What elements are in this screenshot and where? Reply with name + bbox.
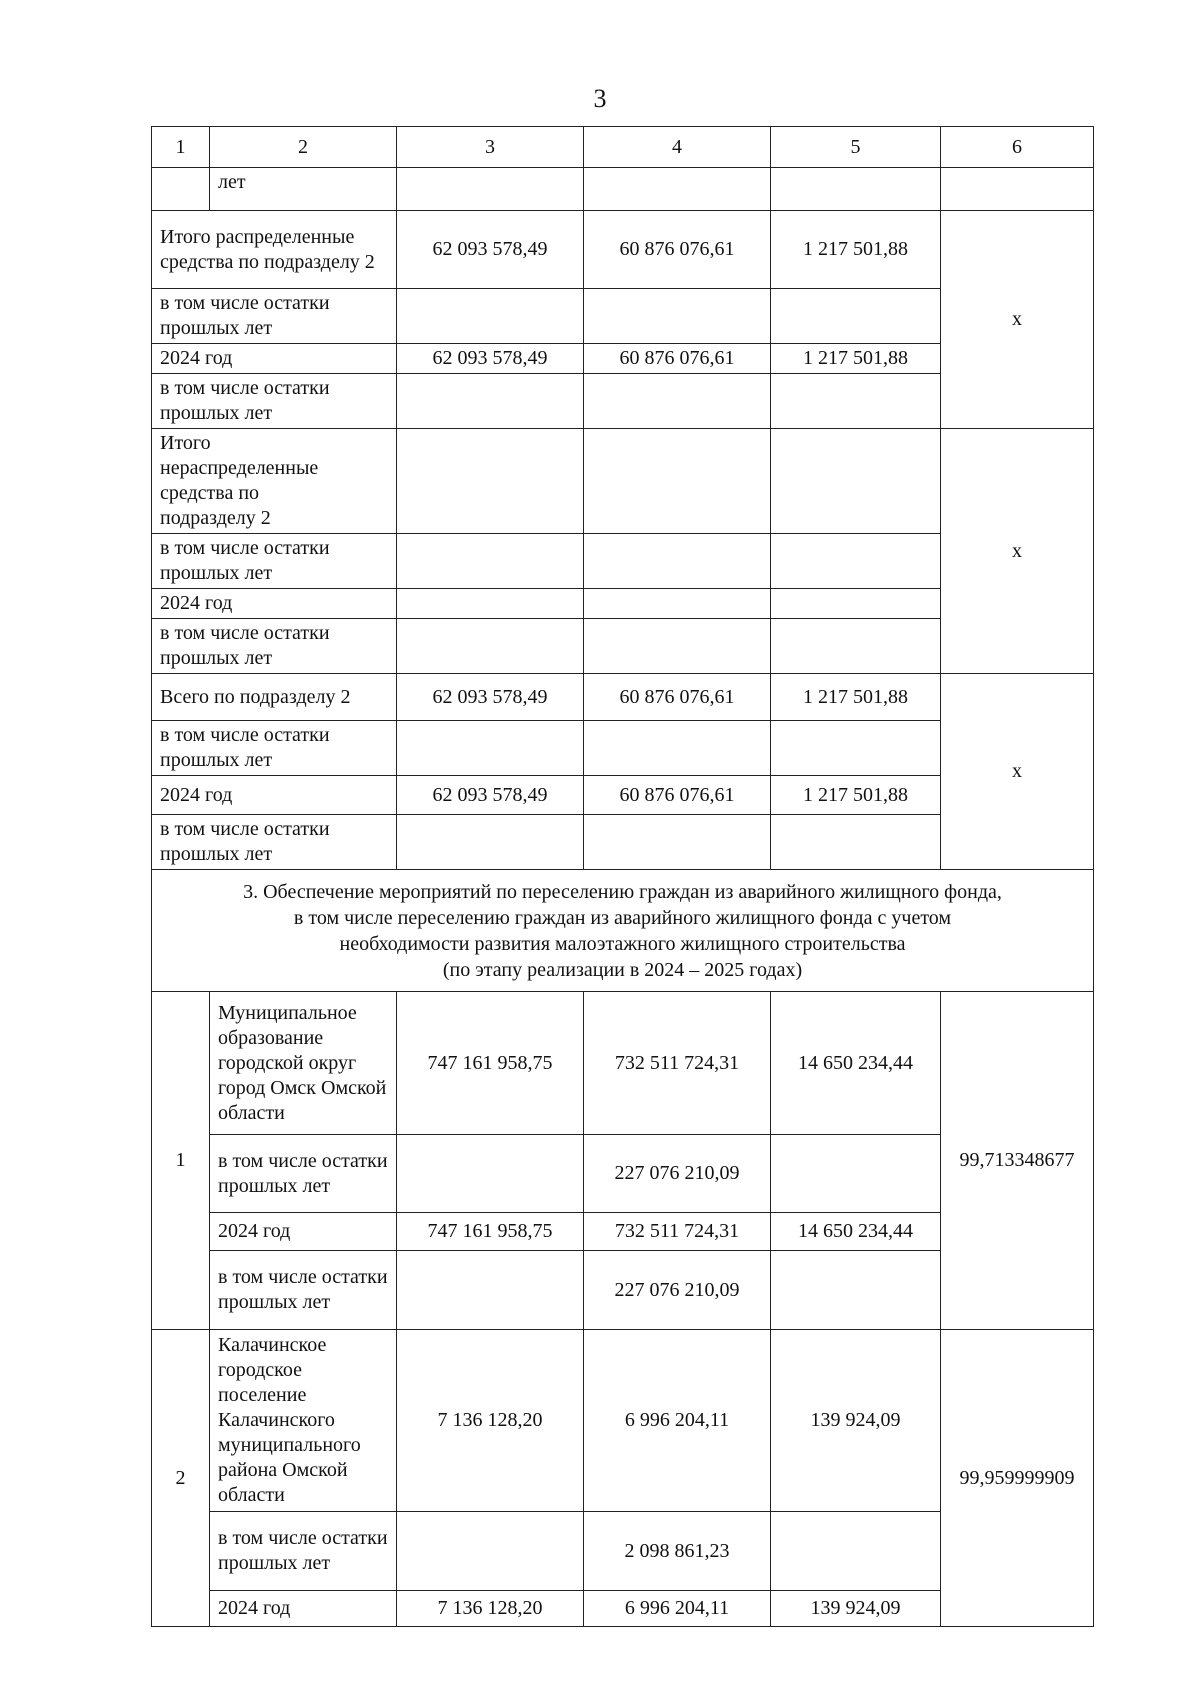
x-mark: x [941,211,1094,429]
cell-value: 747 161 958,75 [397,1213,584,1251]
cell-value: 14 650 234,44 [771,992,941,1135]
header-col-4: 4 [584,127,771,168]
table-row [152,168,1094,211]
table-row [152,992,1094,1135]
header-col-6: 6 [941,127,1094,168]
cell-value: 60 876 076,61 [584,674,771,721]
cell-value: 6 996 204,11 [584,1330,771,1512]
cell-value: 62 093 578,49 [397,344,584,374]
row-label: 2024 год [152,776,397,815]
percentage-value: 99,713348677 [941,992,1094,1330]
cell-value: 6 996 204,11 [584,1591,771,1627]
distributed-label: Итого распределенные средства по подразделу 2 [152,211,397,289]
row-label: 2024 год [210,1213,397,1251]
percentage-value: 99,959999909 [941,1330,1094,1627]
row-label: в том числе остатки прошлых лет [152,815,397,870]
header-col-3: 3 [397,127,584,168]
row-label: в том числе остатки прошлых лет [210,1135,397,1213]
cell-value: 732 511 724,31 [584,1213,771,1251]
section-title-line: в том числе переселению граждан из аварийного жилищного фонда с учетом [293,906,952,929]
row-label: 2024 год [210,1591,397,1627]
cell-value: 227 076 210,09 [584,1251,771,1330]
cell-value: 1 217 501,88 [771,211,941,289]
row-label: в том числе остатки прошлых лет [152,534,397,589]
municipality-name: Калачинское городское поселение Калачинского муниципального района Омской области [210,1330,397,1512]
cell-value: 60 876 076,61 [584,344,771,374]
table-row [152,674,1094,721]
cell-value: 732 511 724,31 [584,992,771,1135]
cell-value: 60 876 076,61 [584,211,771,289]
cell-value: 2 098 861,23 [584,1512,771,1591]
cell-value: 139 924,09 [771,1330,941,1512]
section-title-line: (по этапу реализации в 2024 – 2025 годах) [442,958,803,981]
x-mark: x [941,674,1094,870]
row-label: в том числе остатки прошлых лет [152,374,397,429]
cell-value: 227 076 210,09 [584,1135,771,1213]
cell-value: 1 217 501,88 [771,674,941,721]
cell-value: 747 161 958,75 [397,992,584,1135]
cell-value: 62 093 578,49 [397,211,584,289]
table-header-row [152,127,1094,168]
row-label: 2024 год [152,344,397,374]
municipality-name: Муниципальное образование городской округ город Омск Омской области [210,992,397,1135]
cell-value: 139 924,09 [771,1591,941,1627]
row-label: в том числе остатки прошлых лет [152,721,397,776]
row-label: 2024 год [152,589,397,619]
row-number: 2 [152,1330,210,1627]
cell-value: 14 650 234,44 [771,1213,941,1251]
row-label: в том числе остатки прошлых лет [210,1251,397,1330]
cell-value: 60 876 076,61 [584,776,771,815]
section-title-line: 3. Обеспечение мероприятий по переселению граждан из аварийного жилищного фонда, [243,880,1002,903]
row-label: в том числе остатки прошлых лет [152,619,397,674]
undistributed-label: Итого нераспределенные средства по подразделу 2 [152,429,397,534]
table-row [152,429,1094,534]
x-mark: x [941,429,1094,674]
section-title-line: необходимости развития малоэтажного жилищного строительства [339,932,906,955]
cell-value: 1 217 501,88 [771,344,941,374]
cell-value: 62 093 578,49 [397,674,584,721]
continuation-text: лет [210,168,397,211]
funding-table [151,126,1094,1627]
row-label: в том числе остатки прошлых лет [152,289,397,344]
cell-value: 1 217 501,88 [771,776,941,815]
section-title-row [152,870,1094,992]
page-number: 3 [593,84,607,113]
header-col-5: 5 [771,127,941,168]
cell-value: 62 093 578,49 [397,776,584,815]
total-label: Всего по подразделу 2 [152,674,397,721]
cell-value: 7 136 128,20 [397,1591,584,1627]
row-number: 1 [152,992,210,1330]
header-col-2: 2 [210,127,397,168]
table-row [152,211,1094,289]
header-col-1: 1 [152,127,210,168]
row-label: в том числе остатки прошлых лет [210,1512,397,1591]
cell-value: 7 136 128,20 [397,1330,584,1512]
table-row [152,1330,1094,1512]
section-title [152,870,1094,992]
